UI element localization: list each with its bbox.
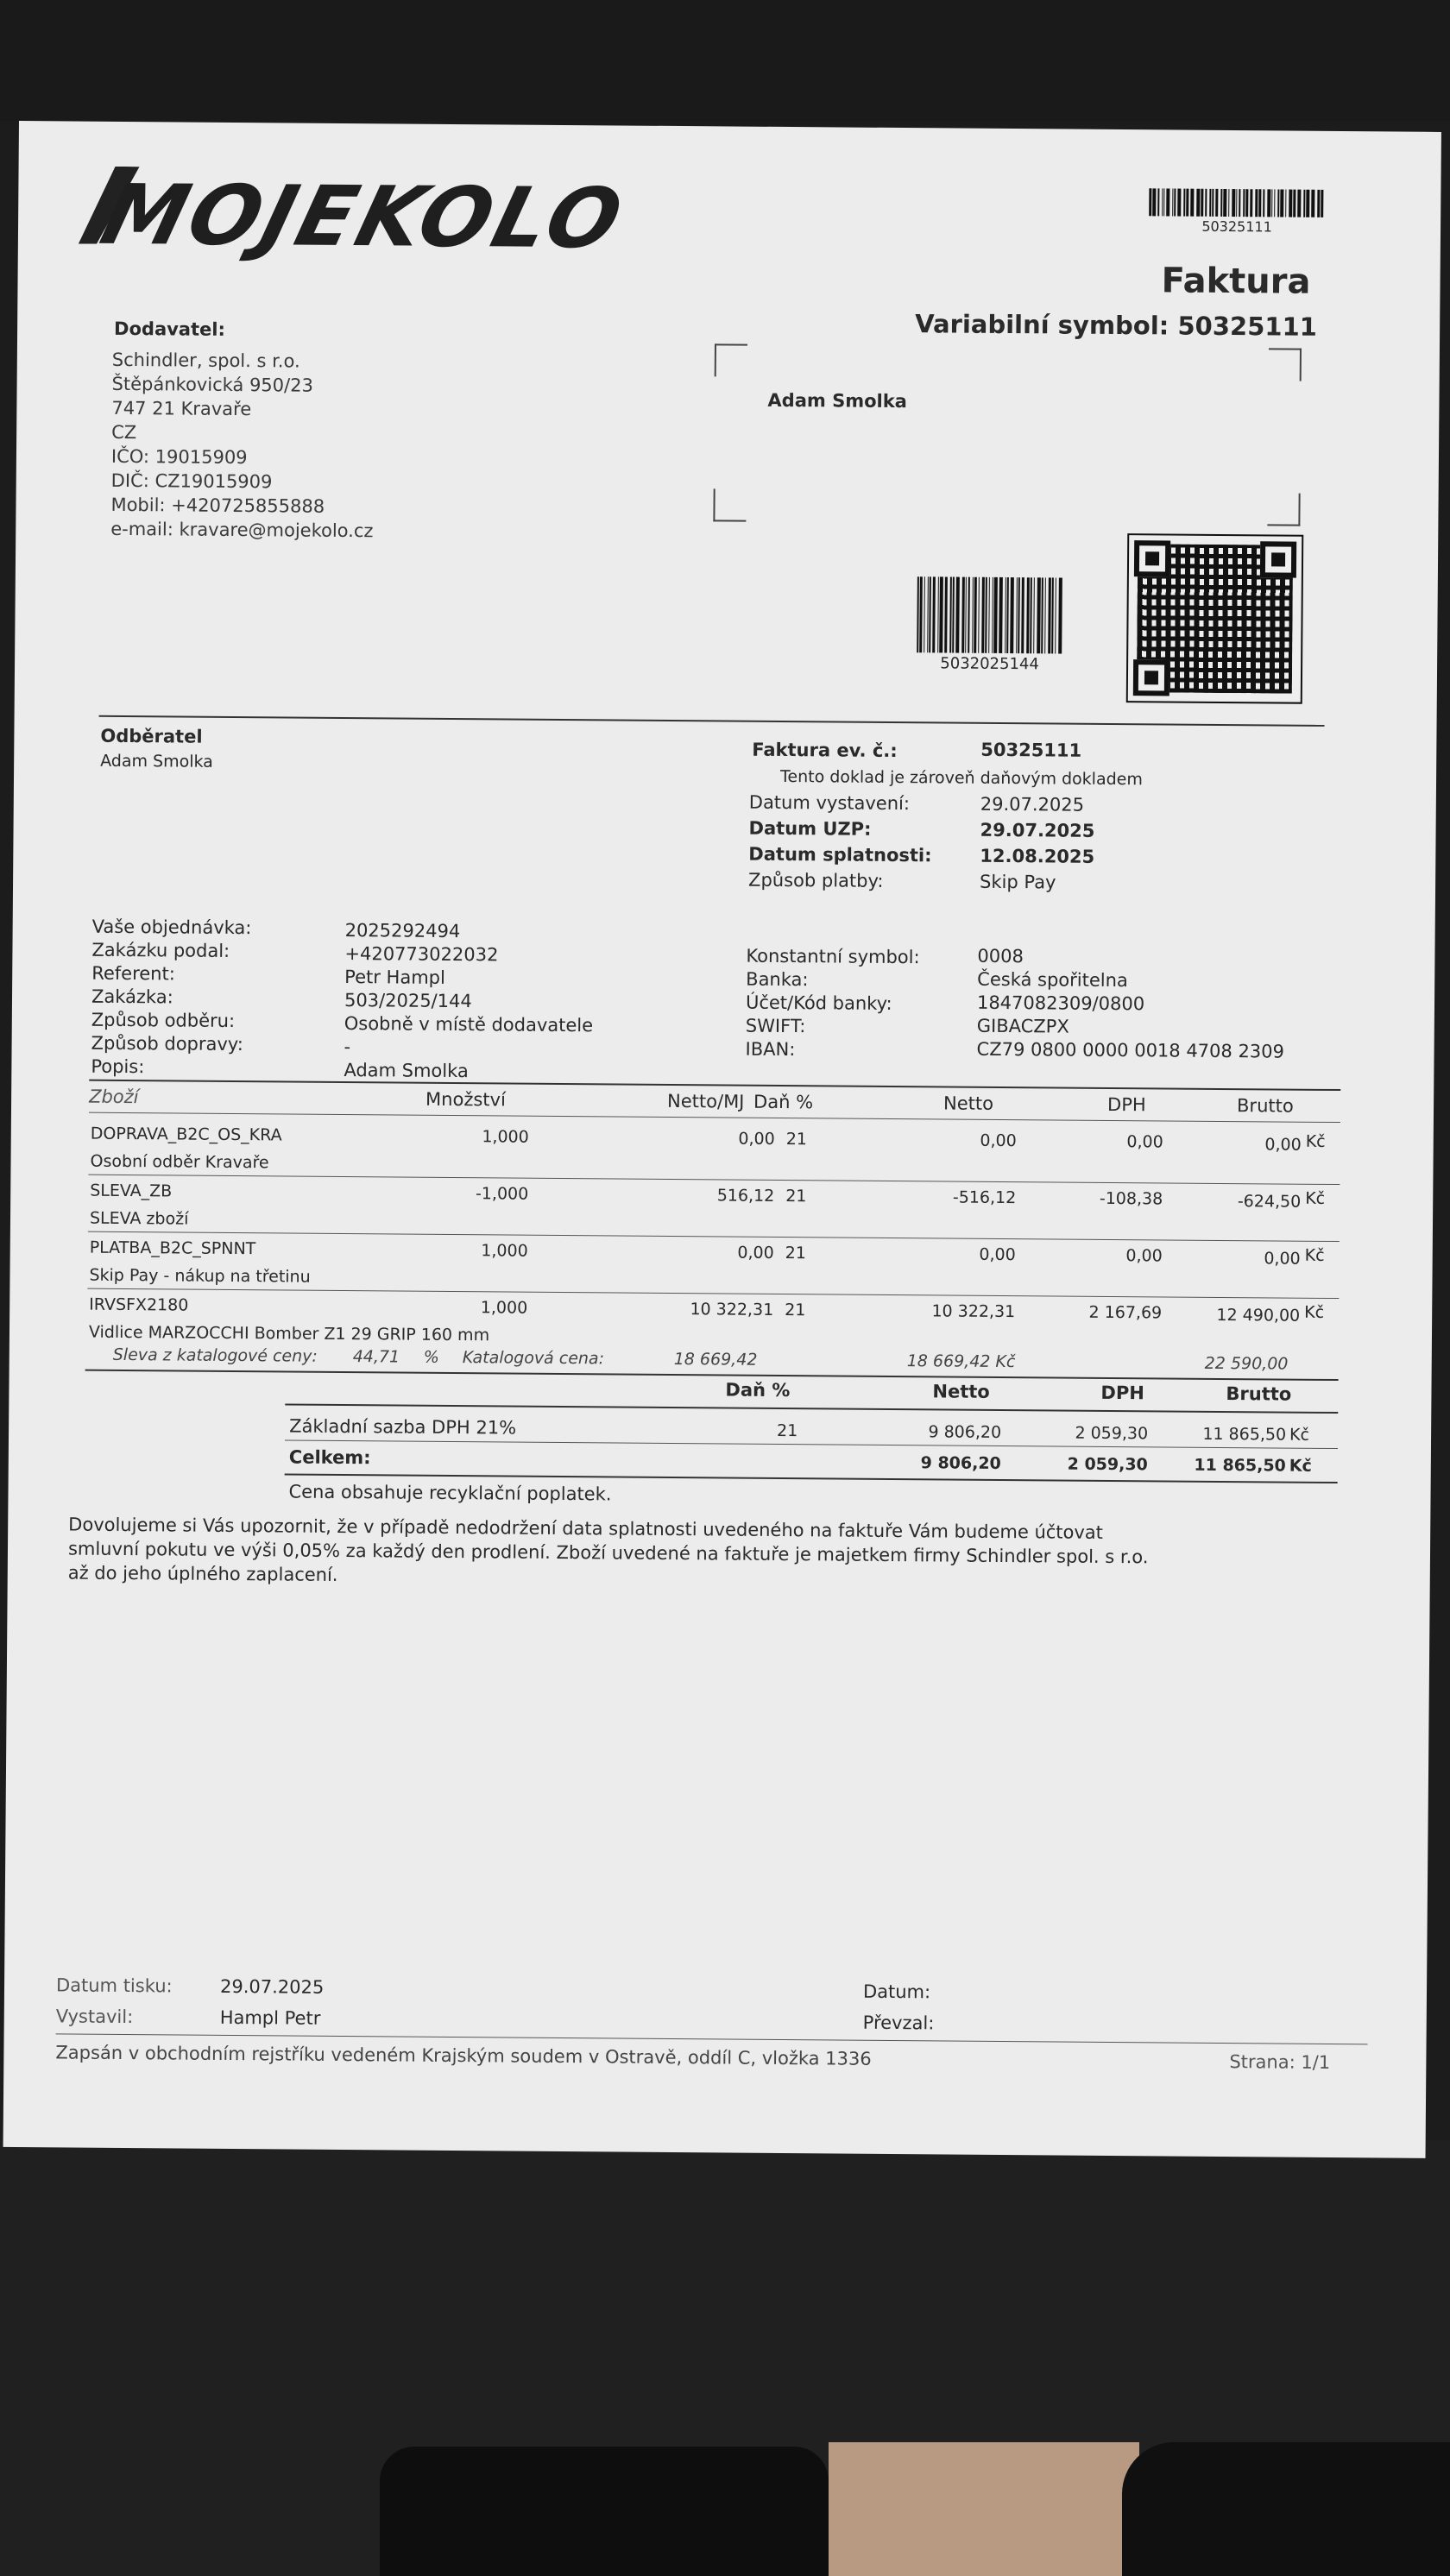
order-label: Vaše objednávka: [91,916,252,939]
discount-percent-sign: % [423,1347,439,1367]
catalog-net-price: 18 669,42 Kč [906,1351,1016,1372]
bank-values [976,945,1284,1064]
table-bottom-rule [85,1370,1339,1381]
summary-rule [285,1439,1338,1449]
column-header-item: Zboží [89,1086,139,1108]
item-quantity: 1,000 [481,1241,528,1261]
barcode-bar [1174,189,1176,217]
barcode-bar [988,577,990,653]
order-label: Způsob odběru: [91,1009,236,1031]
barcode-bar [955,577,960,653]
invoice-date-uzp-value: 29.07.2025 [980,819,1095,841]
barcode-bar [1215,189,1218,217]
column-header-net: Netto [942,1093,994,1114]
item-currency: Kč [1305,1188,1326,1208]
vat-rate-currency: Kč [1289,1425,1310,1445]
item-net: 0,00 [979,1244,1016,1265]
recycling-note: Cena obsahuje recyklační poplatek. [288,1481,612,1505]
item-description: Skip Pay - nákup na třetinu [89,1265,311,1287]
barcode-bar [1258,189,1261,217]
barcode-bar [1196,189,1200,217]
payment-notice-line: až do jeho úplného zaplacení. [67,1562,338,1585]
bank-label: Účet/Kód banky: [745,992,892,1014]
item-vat-amount: 2 167,69 [1088,1302,1163,1323]
vat-rate-dph: 2 059,30 [1075,1423,1149,1444]
total-net: 9 806,20 [920,1453,1001,1473]
item-description: SLEVA zboží [89,1208,189,1229]
barcode-bar [1033,577,1035,653]
column-header-unit-price: Netto/MJ [667,1090,745,1112]
bank-label: Banka: [746,968,809,991]
total-gross: 11 865,50 [1194,1455,1286,1476]
catalog-price-label: Katalogová cena: [462,1348,605,1369]
order-value: Osobně v místě dodavatele [344,1012,594,1036]
item-gross: -624,50 [1237,1192,1302,1212]
item-vat-amount: -108,38 [1099,1188,1163,1209]
address-window-corner [715,343,747,376]
table-header-rule [89,1112,1340,1123]
barcode-bar [1201,189,1203,217]
payment-method-label: Způsob platby: [748,869,884,891]
order-label: Způsob dopravy: [91,1032,243,1055]
supplier-line: IČO: 19015909 [110,445,248,469]
barcode-bar [924,576,925,652]
item-currency: Kč [1304,1302,1325,1322]
barcode-bar [1250,189,1252,217]
barcode-bar [974,577,977,653]
barcode-bar [968,577,970,653]
barcode-bar [1209,189,1211,217]
barcode-bar [1010,577,1014,653]
barcode-bar [1183,189,1185,217]
invoice-number-label: Faktura ev. č.: [752,739,898,762]
supplier-line: CZ [111,421,137,444]
barcode-bar [1223,189,1226,217]
column-header-gross: Brutto [1236,1095,1294,1117]
item-quantity: -1,000 [475,1184,529,1204]
barcode-bar [1228,189,1229,217]
invoice-date-values [980,791,1095,896]
invoice-date-due-value: 12.08.2025 [980,845,1095,867]
barcode-bar [1044,577,1046,653]
bank-value: CZ79 0800 0000 0018 4708 2309 [976,1038,1285,1062]
order-barcode-number: 5032025144 [940,654,1039,674]
payment-method-value: Skip Pay [980,871,1056,893]
barcode-bar [1306,190,1309,217]
order-value: Adam Smolka [344,1059,469,1082]
item-net: 0,00 [980,1131,1017,1151]
barcode-bar [1212,189,1214,217]
bank-value: Česká spořitelna [977,968,1128,992]
vat-rate: 21 [777,1420,798,1441]
recipient-name: Adam Smolka [767,389,907,413]
total-label: Celkem: [288,1446,371,1469]
invoice-number-value: 50325111 [980,739,1082,761]
barcode-bar [1321,190,1323,217]
supplier-heading: Dodavatel: [114,318,226,340]
vat-rate-net: 9 806,20 [928,1422,1002,1442]
order-labels [91,916,251,1080]
barcode-bar [1263,189,1264,217]
address-window-corner [1269,348,1302,381]
document-title: Faktura [1161,261,1311,302]
barcode-bar [1186,189,1188,217]
barcode-bar [965,577,967,653]
barcode-bar [1311,190,1314,217]
supplier-address [110,348,375,543]
issued-by-value: Hampl Petr [219,2006,321,2029]
address-window-corner [1267,493,1300,526]
vat-rate-gross: 11 865,50 [1202,1424,1287,1445]
barcode-bar [1280,189,1283,217]
invoice-date-uzp-label: Datum UZP: [748,817,872,840]
bank-value: GIBACZPX [976,1015,1069,1037]
item-unit-price: 516,12 [716,1186,775,1206]
barcode-bar [1293,190,1296,217]
summary-header-dph: DPH [1100,1382,1144,1404]
barcode-bar [952,577,955,653]
item-vat-rate: 21 [785,1301,806,1320]
barcode-bar [1239,189,1240,217]
summary-header-vat: Daň % [725,1379,791,1401]
barcode-bar [993,577,998,653]
background-shoe-right [1122,2442,1450,2576]
variable-symbol-label: Variabilní symbol: [915,309,1169,341]
barcode-bar [939,576,943,652]
barcode-bar [1021,577,1024,653]
barcode-bar [919,576,923,652]
item-net: 10 322,31 [931,1301,1016,1322]
item-vat-amount: 0,00 [1126,1132,1163,1152]
background-shoe [380,2447,829,2576]
order-value: +420773022032 [344,942,499,966]
order-value: - [344,1036,351,1058]
barcode-bar [1274,189,1275,217]
variable-symbol [915,309,1317,342]
catalog-gross-price: 22 590,00 [1204,1353,1289,1374]
invoice-paper [3,121,1441,2158]
item-code: DOPRAVA_B2C_OS_KRA [90,1124,282,1145]
supplier-line: Mobil: +420725855888 [110,494,325,517]
order-label: Zakázku podal: [91,939,230,961]
item-gross: 0,00 [1264,1249,1301,1269]
item-quantity: 1,000 [482,1127,529,1147]
barcode-bar [1205,189,1207,217]
bank-value: 1847082309/0800 [976,992,1145,1015]
barcode-bar [1236,189,1237,217]
order-values [344,919,594,1084]
barcode-bar [1037,577,1041,653]
background-top [0,0,1450,121]
item-row-rule [87,1288,1339,1299]
summary-header-net: Netto [932,1381,990,1402]
supplier-line: e-mail: kravare@mojekolo.cz [110,518,374,542]
item-unit-price: 10 322,31 [690,1300,774,1319]
discount-label: Sleva z katalogové ceny: [112,1345,318,1366]
item-row-rule [88,1175,1340,1185]
barcode-bar [1255,189,1258,217]
barcode-bar [985,577,987,653]
item-code: SLEVA_ZB [90,1181,173,1201]
order-label: Referent: [91,962,175,985]
barcode-bar [978,577,980,653]
vat-rate-label: Základní sazba DPH 21% [289,1415,517,1439]
item-gross: 12 490,00 [1216,1305,1301,1326]
invoice-barcode-number: 50325111 [1201,217,1272,236]
summary-header-gross: Brutto [1226,1383,1292,1405]
background-floor [829,2442,1139,2576]
barcode-bar [1232,189,1235,217]
item-unit-price: 0,00 [738,1129,775,1149]
barcode-bar [1149,188,1151,216]
barcode-bar [1163,188,1164,216]
barcode-bar [1271,189,1272,217]
catalog-unit-price: 18 669,42 [673,1350,758,1370]
barcode-bar [929,576,931,652]
barcode-bar [1267,189,1270,217]
item-code: PLATBA_B2C_SPNNT [89,1238,256,1259]
column-header-vat: Daň % [753,1091,814,1113]
item-row-rule [88,1231,1340,1242]
item-vat-amount: 0,00 [1125,1246,1163,1266]
bank-labels [745,945,919,1063]
barcode-bar [1277,189,1279,217]
supplier-line: 747 21 Kravaře [111,397,252,420]
order-barcode [917,576,1063,673]
order-value: Petr Hampl [344,966,445,988]
total-dph: 2 059,30 [1067,1454,1148,1475]
barcode-bar [1303,190,1305,217]
order-value: 2025292494 [344,919,461,942]
registry-note: Zapsán v obchodním rejstříku vedeném Krajským soudem v Ostravě, oddíl C, vložka 1336 [55,2042,872,2069]
column-header-quantity: Množství [426,1088,506,1111]
discount-percent: 44,71 [352,1347,400,1367]
company-logo: MOJEKOLO [91,166,635,268]
item-vat-rate: 21 [785,1187,807,1206]
invoice-date-issued-label: Datum vystavení: [748,791,911,815]
barcode-bar [944,576,948,652]
invoice-date-due-label: Datum splatnosti: [748,843,932,866]
barcode-bar [1317,190,1320,217]
barcode-bar [1157,188,1159,216]
barcode-bar [1297,190,1301,217]
barcode-bar [999,577,1003,653]
barcode-bar [932,576,936,652]
item-currency: Kč [1305,1131,1326,1151]
barcode-bar [1006,577,1009,653]
invoice-date-issued-value: 29.07.2025 [980,793,1085,816]
received-by-label: Převzal: [862,2012,935,2034]
payment-notice-line: smluvní pokutu ve výši 0,05% za každý den prodlení. Zboží uvedené na faktuře je majetkem firmy Schindler spol. s r.o. [67,1538,1149,1568]
supplier-line: DIČ: CZ19015909 [110,469,273,493]
barcode-bar [1018,577,1020,653]
total-currency: Kč [1289,1456,1312,1476]
barcode-bar [1245,189,1248,217]
barcode-bar [1220,189,1222,217]
invoice-barcode [1149,188,1325,236]
barcode-bar [1285,190,1286,217]
supplier-line: Schindler, spol. s r.o. [111,349,300,372]
barcode-bar [1289,190,1292,217]
order-label: Zakázka: [91,986,173,1008]
payment-qr-code [1128,535,1302,702]
order-value: 503/2025/144 [344,989,472,1012]
barcode-bar [1152,188,1156,216]
item-code: IRVSFX2180 [89,1294,189,1315]
column-header-vat-amount: DPH [1106,1093,1146,1116]
barcode-bar [1190,189,1194,217]
item-vat-rate: 21 [785,1244,806,1263]
issued-by-label: Vystavil: [55,2006,134,2028]
item-gross: 0,00 [1264,1135,1302,1155]
variable-symbol-value: 50325111 [1177,311,1318,342]
bank-label: SWIFT: [745,1015,806,1037]
barcode-bar [1166,188,1169,216]
item-quantity: 1,000 [480,1298,528,1318]
table-top-rule [89,1080,1340,1091]
item-currency: Kč [1304,1245,1325,1265]
customer-heading: Odběratel [100,725,203,747]
item-description: Vidlice MARZOCCHI Bomber Z1 29 GRIP 160 mm [88,1322,490,1345]
summary-header-rule [285,1403,1338,1414]
supplier-line: Štěpánkovická 950/23 [111,373,313,396]
tax-document-note: Tento doklad je zároveň daňovým dokladem [779,766,1144,790]
bank-value: 0008 [977,945,1024,967]
barcode-bar [1243,189,1245,217]
barcode-bar [1030,577,1032,653]
barcode-bar [1041,577,1043,653]
item-net: -516,12 [952,1187,1017,1208]
customer-name: Adam Smolka [100,751,213,772]
barcode-bar [1177,189,1181,217]
order-label: Popis: [91,1055,145,1078]
item-description: Osobní odběr Kravaře [90,1151,269,1173]
signature-date-label: Datum: [862,1981,931,2003]
barcode-bar [1058,577,1062,653]
bank-label: Konstantní symbol: [746,945,920,968]
payment-notice [68,1513,1149,1594]
invoice-dates [748,790,932,895]
item-vat-rate: 21 [785,1130,808,1149]
address-window-corner [713,488,746,521]
page-number: Strana: 1/1 [1229,2051,1331,2074]
barcode-bar [1051,577,1054,653]
barcode-bar [1055,577,1056,653]
payment-notice-line: Dovolujeme si Vás upozornit, že v případě nedodržení data splatnosti uvedeného na faktuře Vám budeme účtovat [68,1514,1104,1543]
section-divider [99,715,1325,727]
bank-label: IBAN: [745,1038,796,1061]
item-unit-price: 0,00 [737,1243,774,1263]
print-date-label: Datum tisku: [55,1975,173,1997]
print-date-value: 29.07.2025 [219,1975,325,1998]
